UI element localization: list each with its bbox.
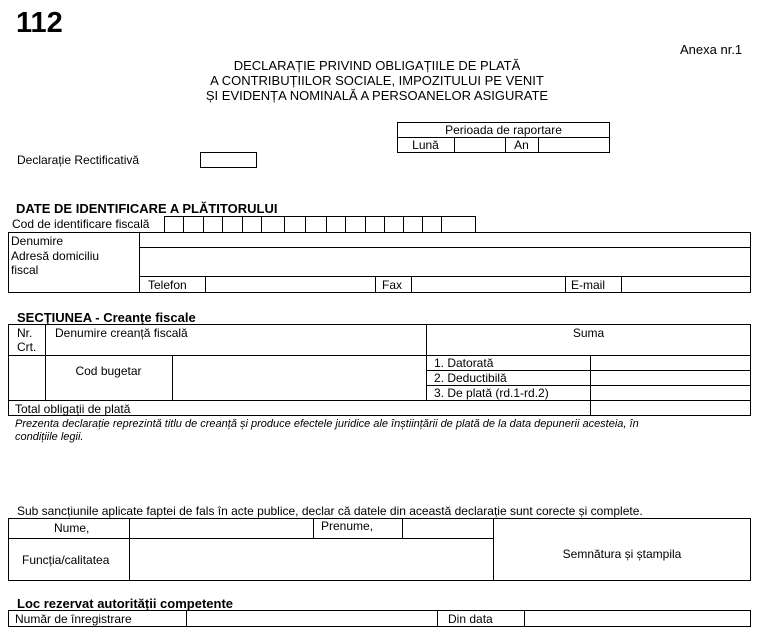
section-heading: SECȚIUNEA - Creanțe fiscale (17, 310, 196, 325)
year-input[interactable] (540, 138, 608, 152)
email-label: E-mail (571, 278, 606, 292)
address-label: Adresă domiciliu fiscal (11, 249, 100, 277)
rectification-label: Declarație Rectificativă (17, 153, 140, 167)
fax-input[interactable] (413, 278, 563, 292)
title-line-2: A CONTRIBUȚIILOR SOCIALE, IMPOZITULUI PE VENIT (210, 73, 544, 88)
position-input[interactable] (131, 540, 491, 579)
last-name-input[interactable] (131, 520, 311, 536)
sanctions-statement: Sub sancțiunile aplicate faptei de fals în acte publice, declar că datele din această declarație sunt corecte și complete. (17, 504, 643, 518)
deductible-input[interactable] (592, 372, 749, 384)
date-label: Din data (448, 612, 493, 626)
first-name-input[interactable] (404, 520, 491, 536)
due-input[interactable] (592, 357, 749, 369)
phone-label: Telefon (148, 278, 187, 292)
col-claim-name: Denumire creanță fiscală (55, 326, 188, 340)
fiscal-code-input[interactable] (164, 216, 476, 233)
month-label: Lună (412, 138, 439, 152)
phone-input[interactable] (207, 278, 373, 292)
title-line-3: ȘI EVIDENȚA NOMINALĂ A PERSOANELOR ASIGURATE (205, 88, 549, 103)
reporting-period-header: Perioada de raportare (445, 123, 562, 137)
authority-heading: Loc rezervat autorității competente (17, 596, 233, 611)
budget-code-label: Cod bugetar (75, 364, 142, 378)
first-name-label: Prenume, (321, 519, 374, 533)
name-label: Denumire (11, 234, 64, 248)
identification-heading: DATE DE IDENTIFICARE A PLĂTITORULUI (16, 201, 278, 216)
fax-label: Fax (382, 278, 403, 292)
legal-note: Prezenta declarație reprezintă titlu de creanță și produce efectele juridice ale înștiințării de plată de la data depunerii acesteia, în condițiile legii. (15, 418, 639, 443)
position-label: Funcția/calitatea (22, 553, 110, 567)
fiscal-code-label: Cod de identificare fiscală (12, 217, 150, 231)
col-sum: Suma (572, 326, 605, 340)
due-label: 1. Datorată (434, 356, 494, 370)
month-input[interactable] (456, 138, 503, 152)
registration-number-label: Număr de înregistrare (15, 612, 132, 626)
form-title (120, 58, 634, 103)
form-code: 112 (16, 7, 63, 39)
year-label: An (514, 138, 529, 152)
deductible-label: 2. Deductibilă (434, 371, 507, 385)
annex-label: Anexa nr.1 (680, 42, 743, 57)
last-name-label: Nume, (54, 521, 90, 535)
title-line-1: DECLARAȚIE PRIVIND OBLIGAȚIILE DE PLATĂ (233, 58, 521, 73)
signature-label: Semnătura și ștampila (562, 547, 682, 561)
payable-label: 3. De plată (rd.1-rd.2) (434, 386, 549, 400)
rectification-input[interactable] (200, 152, 257, 168)
col-nr-crt: Nr. Crt. (17, 326, 37, 354)
total-input[interactable] (592, 402, 749, 414)
name-input[interactable] (141, 234, 749, 246)
address-input[interactable] (141, 249, 749, 275)
budget-code-input[interactable] (174, 357, 424, 399)
registration-number-input[interactable] (188, 612, 435, 625)
total-label: Total obligații de plată (15, 402, 131, 416)
payable-input[interactable] (592, 387, 749, 399)
email-input[interactable] (623, 278, 749, 292)
date-input[interactable] (526, 612, 749, 625)
